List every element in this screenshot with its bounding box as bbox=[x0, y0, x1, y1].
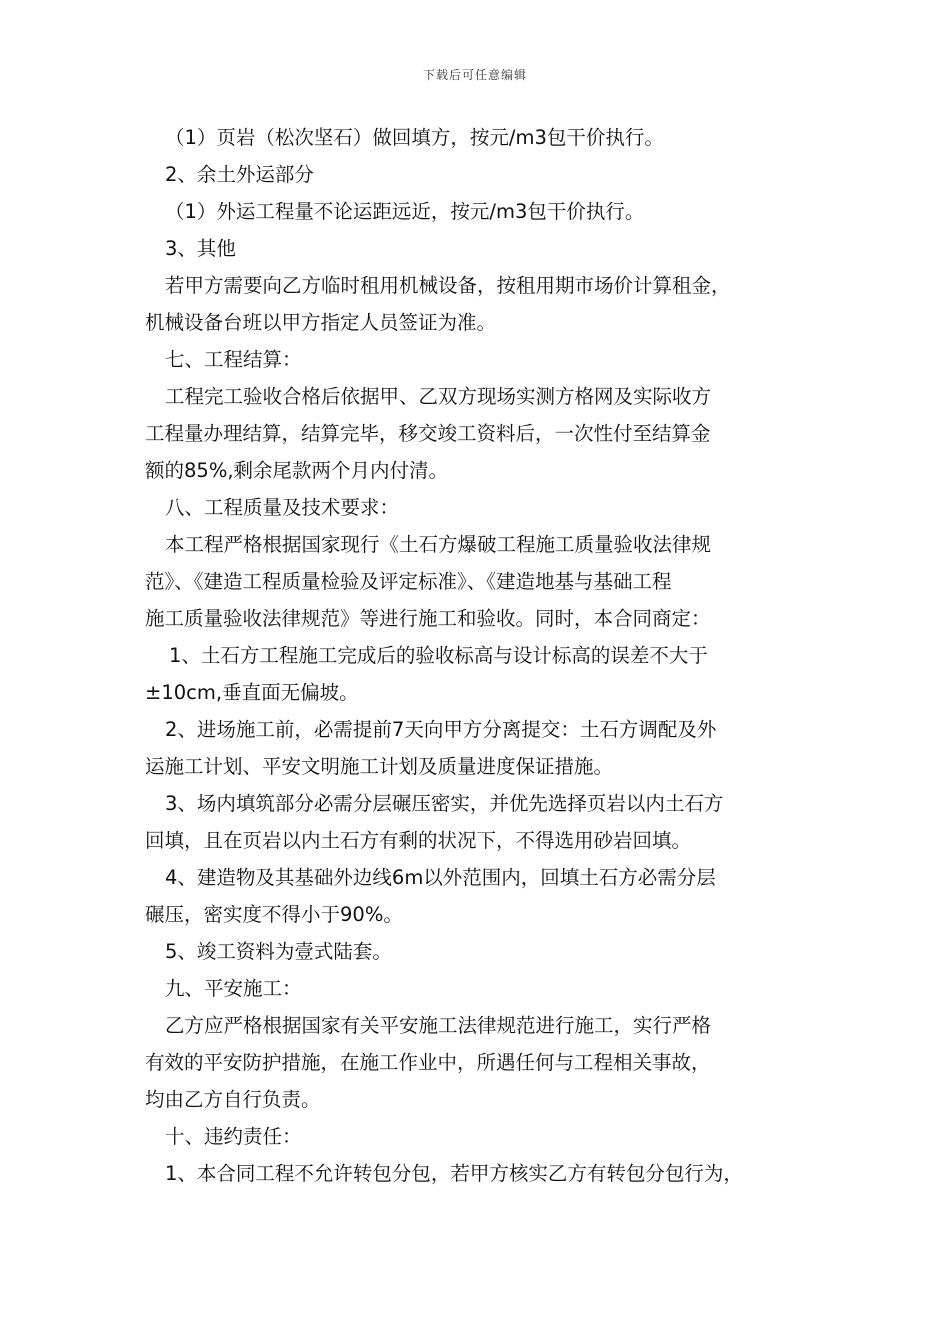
text-line: 3、其他 bbox=[165, 237, 236, 260]
text-line: ±10cm,垂直面无偏坡。 bbox=[145, 681, 359, 704]
text-line: 4、建造物及其基础外边线6m以外范围内，回填土石方必需分层 bbox=[165, 866, 716, 889]
text-line: 若甲方需要向乙方临时租用机械设备，按租用期市场价计算租金， bbox=[165, 274, 731, 297]
text-line: 3、场内填筑部分必需分层碾压密实，并优先选择页岩以内土石方 bbox=[165, 792, 724, 815]
text-line: 5、竣工资料为壹式陆套。 bbox=[165, 940, 392, 963]
text-line: 七、工程结算： bbox=[165, 348, 302, 371]
text-line: 额的85%,剩余尾款两个月内付清。 bbox=[145, 459, 449, 482]
text-line: （1）外运工程量不论运距远近，按元/m3包干价执行。 bbox=[165, 200, 645, 223]
text-line: 工程完工验收合格后依据甲、乙双方现场实测方格网及实际收方 bbox=[165, 385, 712, 408]
text-line: 工程量办理结算，结算完毕，移交竣工资料后，一次性付至结算金 bbox=[145, 422, 711, 445]
text-line: 1、本合同工程不允许转包分包，若甲方核实乙方有转包分包行为， bbox=[165, 1162, 743, 1185]
text-line: 乙方应严格根据国家有关平安施工法律规范进行施工，实行严格 bbox=[165, 1014, 712, 1037]
text-line: （1）页岩（松次坚石）做回填方，按元/m3包干价执行。 bbox=[165, 126, 664, 149]
text-line: 碾压，密实度不得小于90%。 bbox=[145, 903, 403, 926]
text-line: 2、余土外运部分 bbox=[165, 163, 314, 186]
text-line: 均由乙方自行负责。 bbox=[145, 1088, 321, 1111]
text-line: 有效的平安防护措施，在施工作业中，所遇任何与工程相关事故， bbox=[145, 1051, 711, 1074]
text-line: 回填，且在页岩以内土石方有剩的状况下，不得选用砂岩回填。 bbox=[145, 829, 692, 852]
text-line: 九、平安施工： bbox=[165, 977, 302, 1000]
text-line: 十、违约责任： bbox=[165, 1125, 302, 1148]
page-header: 下载后可任意编辑 bbox=[422, 68, 527, 82]
document-body bbox=[145, 119, 810, 1192]
text-line: 范》、《建造工程质量检验及评定标准》、《建造地基与基础工程 bbox=[145, 570, 672, 593]
text-line: 运施工计划、平安文明施工计划及质量进度保证措施。 bbox=[145, 755, 614, 778]
text-line: 2、进场施工前，必需提前7天向甲方分离提交：土石方调配及外 bbox=[165, 718, 717, 741]
text-line: 1、土石方工程施工完成后的验收标高与设计标高的误差不大于 bbox=[169, 644, 708, 667]
text-line: 八、工程质量及技术要求： bbox=[165, 496, 400, 519]
text-line: 机械设备台班以甲方指定人员签证为准。 bbox=[145, 311, 497, 334]
text-line: 本工程严格根据国家现行《土石方爆破工程施工质量验收法律规 bbox=[165, 533, 712, 556]
text-line: 施工质量验收法律规范》等进行施工和验收。同时，本合同商定： bbox=[145, 607, 711, 630]
